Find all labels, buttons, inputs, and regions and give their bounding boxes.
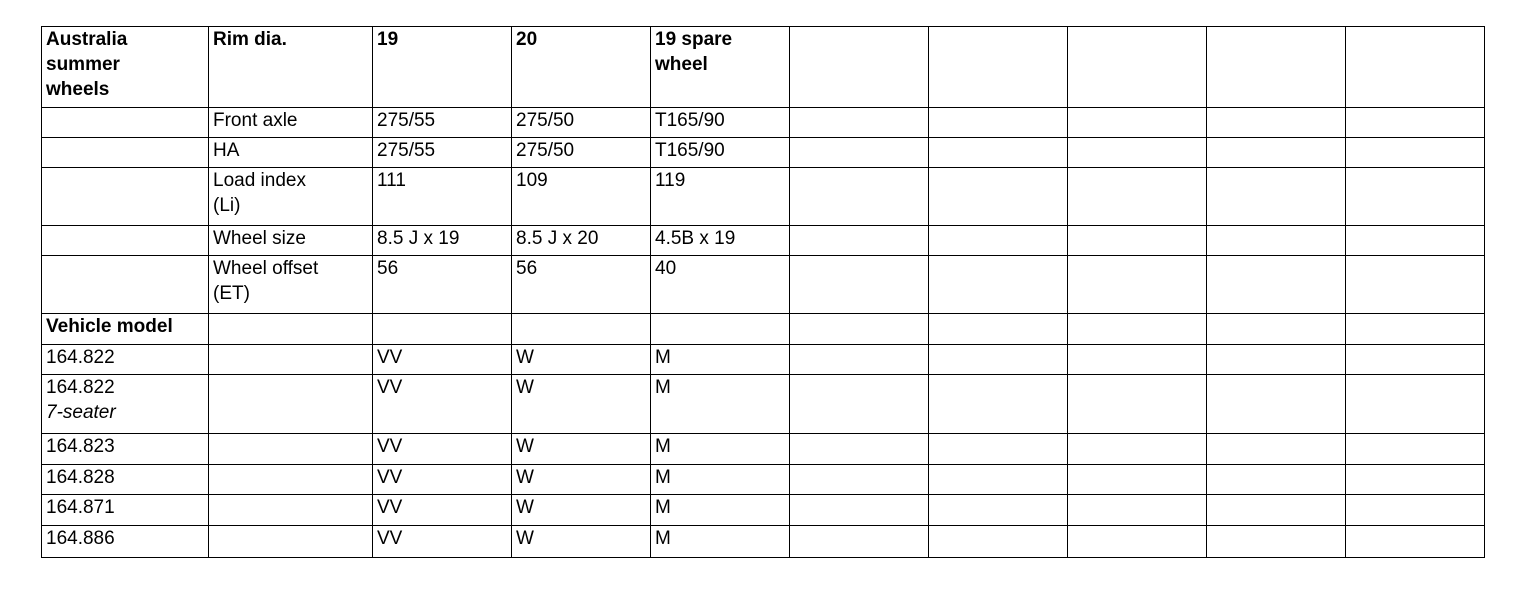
empty-cell: [209, 434, 373, 465]
title-line: wheels: [46, 79, 110, 100]
empty-cell: [1346, 375, 1485, 434]
empty-cell: [929, 526, 1068, 558]
model-20-value: W: [512, 345, 651, 375]
empty-cell: [1346, 27, 1485, 108]
empty-cell: [1346, 226, 1485, 256]
empty-cell: [1068, 108, 1207, 138]
empty-cell: [1207, 375, 1346, 434]
spec-19-value: 8.5 J x 19: [373, 226, 512, 256]
empty-cell: [1207, 168, 1346, 226]
empty-cell: [1068, 226, 1207, 256]
spec-row: [42, 168, 1485, 226]
empty-cell: [209, 345, 373, 375]
model-19-value: VV: [373, 495, 512, 526]
spec-label-line: (Li): [213, 195, 241, 216]
empty-cell: [42, 138, 209, 168]
model-number: 164.822: [42, 345, 209, 375]
model-spare-value: M: [651, 495, 790, 526]
model-spare-value: M: [651, 465, 790, 495]
empty-cell: [1207, 314, 1346, 345]
empty-cell: [790, 375, 929, 434]
empty-cell: [1346, 108, 1485, 138]
model-number: 164.828: [42, 465, 209, 495]
empty-cell: [1207, 108, 1346, 138]
empty-cell: [790, 434, 929, 465]
model-19-value: VV: [373, 375, 512, 434]
spec-label: Front axle: [209, 108, 373, 138]
empty-cell: [929, 345, 1068, 375]
empty-cell: [651, 314, 790, 345]
empty-cell: [790, 314, 929, 345]
model-number: 164.871: [42, 495, 209, 526]
model-19-value: VV: [373, 434, 512, 465]
table-title-cell: [42, 27, 209, 108]
empty-cell: [929, 434, 1068, 465]
empty-cell: [929, 108, 1068, 138]
spec-spare-value: T165/90: [651, 138, 790, 168]
wheel-spec-table: [41, 26, 1485, 558]
vehicle-model-header: Vehicle model: [42, 314, 209, 345]
model-spare-value: M: [651, 526, 790, 558]
spec-spare-value: 4.5B x 19: [651, 226, 790, 256]
empty-cell: [1346, 168, 1485, 226]
col-20-header: 20: [512, 27, 651, 108]
model-20-value: W: [512, 495, 651, 526]
spec-row: [42, 108, 1485, 138]
empty-cell: [790, 495, 929, 526]
model-row: [42, 434, 1485, 465]
model-spare-value: M: [651, 375, 790, 434]
empty-cell: [209, 314, 373, 345]
empty-cell: [42, 108, 209, 138]
empty-cell: [1207, 256, 1346, 314]
empty-cell: [42, 226, 209, 256]
spec-row: [42, 226, 1485, 256]
spec-label-line: (ET): [213, 283, 250, 304]
model-spare-value: M: [651, 434, 790, 465]
empty-cell: [1068, 434, 1207, 465]
model-20-value: W: [512, 375, 651, 434]
model-row: [42, 465, 1485, 495]
empty-cell: [790, 345, 929, 375]
spec-20-value: 275/50: [512, 138, 651, 168]
empty-cell: [373, 314, 512, 345]
empty-cell: [1346, 526, 1485, 558]
empty-cell: [790, 465, 929, 495]
model-number: 164.886: [42, 526, 209, 558]
spec-19-value: 275/55: [373, 138, 512, 168]
model-note: 7-seater: [46, 402, 116, 423]
empty-cell: [42, 168, 209, 226]
spec-19-value: 111: [373, 168, 512, 226]
empty-cell: [1346, 495, 1485, 526]
spec-20-value: 109: [512, 168, 651, 226]
spec-20-value: 8.5 J x 20: [512, 226, 651, 256]
spec-20-value: 56: [512, 256, 651, 314]
empty-cell: [209, 495, 373, 526]
model-row: [42, 345, 1485, 375]
empty-cell: [1207, 526, 1346, 558]
empty-cell: [790, 226, 929, 256]
empty-cell: [790, 256, 929, 314]
col-19-header: 19: [373, 27, 512, 108]
spec-row: [42, 256, 1485, 314]
empty-cell: [1068, 465, 1207, 495]
empty-cell: [790, 138, 929, 168]
empty-cell: [790, 108, 929, 138]
empty-cell: [790, 27, 929, 108]
empty-cell: [1068, 375, 1207, 434]
empty-cell: [1207, 495, 1346, 526]
empty-cell: [929, 226, 1068, 256]
spec-19-value: 56: [373, 256, 512, 314]
empty-cell: [1207, 434, 1346, 465]
spec-label: [209, 256, 373, 314]
empty-cell: [1068, 345, 1207, 375]
model-number: 164.822: [46, 377, 115, 398]
model-row: [42, 526, 1485, 558]
empty-cell: [209, 375, 373, 434]
empty-cell: [1346, 465, 1485, 495]
header-row: [42, 27, 1485, 108]
empty-cell: [1207, 465, 1346, 495]
title-line: summer: [46, 54, 120, 75]
spec-spare-value: T165/90: [651, 108, 790, 138]
empty-cell: [42, 256, 209, 314]
empty-cell: [209, 465, 373, 495]
model-number-cell: [42, 375, 209, 434]
title-line: Australia: [46, 29, 128, 50]
empty-cell: [790, 168, 929, 226]
empty-cell: [1207, 226, 1346, 256]
spare-wheel-header: [651, 27, 790, 108]
empty-cell: [512, 314, 651, 345]
empty-cell: [1346, 314, 1485, 345]
spare-header-line: wheel: [655, 54, 708, 75]
model-spare-value: M: [651, 345, 790, 375]
empty-cell: [1346, 434, 1485, 465]
empty-cell: [929, 495, 1068, 526]
empty-cell: [1207, 345, 1346, 375]
empty-cell: [1068, 256, 1207, 314]
empty-cell: [790, 526, 929, 558]
empty-cell: [1346, 138, 1485, 168]
model-19-value: VV: [373, 526, 512, 558]
empty-cell: [1207, 138, 1346, 168]
empty-cell: [1068, 138, 1207, 168]
model-row: [42, 495, 1485, 526]
empty-cell: [1068, 495, 1207, 526]
spec-spare-value: 119: [651, 168, 790, 226]
spec-label: Wheel size: [209, 226, 373, 256]
empty-cell: [929, 256, 1068, 314]
empty-cell: [929, 138, 1068, 168]
model-20-value: W: [512, 434, 651, 465]
spare-header-line: 19 spare: [655, 29, 733, 50]
empty-cell: [929, 465, 1068, 495]
spec-label-line: Wheel offset: [213, 258, 319, 279]
rim-dia-header: Rim dia.: [209, 27, 373, 108]
spec-19-value: 275/55: [373, 108, 512, 138]
model-19-value: VV: [373, 345, 512, 375]
empty-cell: [1068, 314, 1207, 345]
empty-cell: [1068, 526, 1207, 558]
spec-label: [209, 168, 373, 226]
empty-cell: [1346, 256, 1485, 314]
empty-cell: [1207, 27, 1346, 108]
model-19-value: VV: [373, 465, 512, 495]
empty-cell: [1068, 27, 1207, 108]
empty-cell: [209, 526, 373, 558]
spec-row: [42, 138, 1485, 168]
vehicle-model-header-row: [42, 314, 1485, 345]
empty-cell: [929, 27, 1068, 108]
spec-spare-value: 40: [651, 256, 790, 314]
spec-label-line: Load index: [213, 170, 306, 191]
empty-cell: [929, 375, 1068, 434]
empty-cell: [1068, 168, 1207, 226]
spec-20-value: 275/50: [512, 108, 651, 138]
empty-cell: [929, 314, 1068, 345]
spec-label: HA: [209, 138, 373, 168]
empty-cell: [1346, 345, 1485, 375]
model-row: [42, 375, 1485, 434]
empty-cell: [929, 168, 1068, 226]
model-20-value: W: [512, 526, 651, 558]
model-20-value: W: [512, 465, 651, 495]
model-number: 164.823: [42, 434, 209, 465]
